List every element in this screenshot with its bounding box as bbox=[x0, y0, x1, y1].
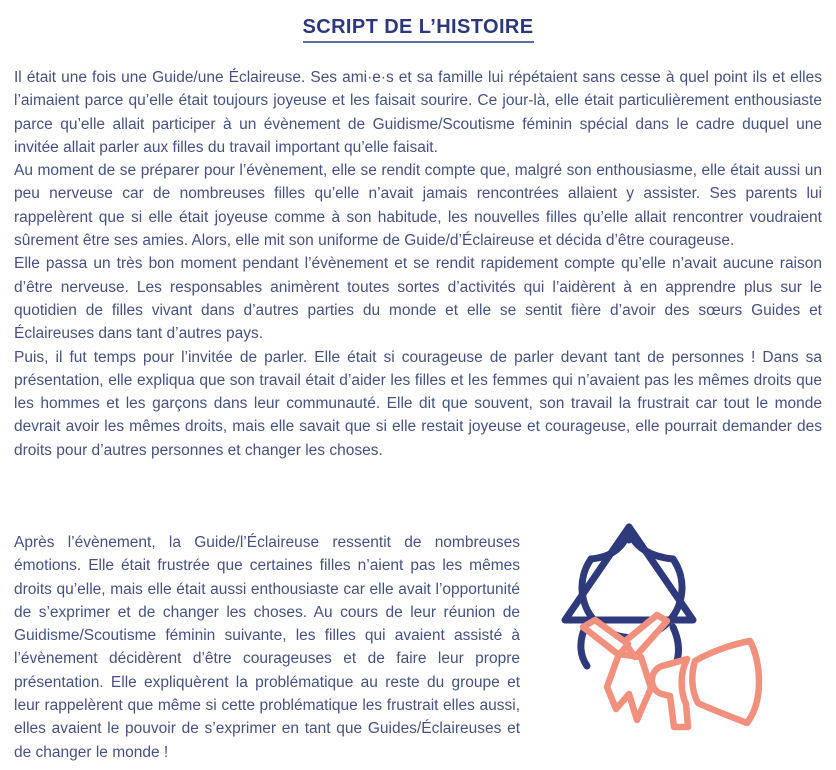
story-paragraph: Elle passa un très bon moment pendant l’évènement et se rendit rapidement compte qu’elle n’avait aucune raison d’être nerveuse. Les responsables animèrent toutes sortes d’activités qui l’aidèrent à en apprendre plus sur le quotidien de filles vivant dans d’autres parties du monde et elle se sentit fière d’avoir des sœurs Guides et Éclaireuses dans tant d’autres pays. bbox=[14, 255, 822, 343]
page-header bbox=[0, 16, 836, 43]
megaphone-bell bbox=[692, 641, 759, 723]
guide-with-megaphone-illustration bbox=[540, 510, 836, 770]
story-paragraph: Puis, il fut temps pour l’invitée de parler. Elle était si courageuse de parler devant tant de personnes ! Dans sa présentation, elle expliqua que son travail était d’aider les filles et les femmes qui n’avaient pas les mêmes droits que les hommes et les garçons dans leur communauté. Elle dit que souvent, son travail la frustrait car tout le monde devrait avoir les mêmes droits, mais elle savait que si elle restait joyeuse et courageuse, elle pourrait demander des droits pour d’autres personnes et changer les choses. bbox=[14, 348, 822, 459]
shoulder-left-icon bbox=[581, 630, 587, 666]
neckerchief-band-left bbox=[583, 620, 628, 655]
neckerchief-tails bbox=[607, 654, 651, 720]
story-paragraph: Il était une fois une Guide/une Éclaireuse. Ses ami·e·s et sa famille lui répétaient sans cesse à quel point ils et elles l’aimaient parce qu’elle était toujours joyeuse et les faisait sourire. Ce jour-là, elle était particulièrement enthousiaste parce qu’elle allait participer à un évènement de Guidisme/Scoutisme féminin spécial dans le cadre duquel une invitée allait parler aux filles du travail important qu’elle faisait. bbox=[14, 69, 822, 156]
story-paragraph: Au moment de se préparer pour l’évènement, elle se rendit compte que, malgré son enthousiasme, elle était aussi un peu nerveuse car de nombreuses filles qu’elle n’avait jamais rencontrées allaient y assister. Ses parents lui rappelèrent que si elle était joyeuse comme à son habitude, les nouvelles filles qu’elle allait rencontrer voudraient sûrement être ses amies. Alors, elle mit son uniforme de Guide/d’Éclaireuse et décida d’être courageuse. bbox=[14, 162, 822, 250]
megaphone-handle bbox=[652, 659, 688, 727]
page-title: SCRIPT DE L’HISTOIRE bbox=[303, 16, 534, 43]
story-text-block bbox=[14, 66, 822, 462]
megaphone-icon bbox=[652, 641, 759, 727]
aftermath-text-block bbox=[14, 531, 520, 764]
aftermath-paragraph: Après l’évènement, la Guide/l’Éclaireuse ressentit de nombreuses émotions. Elle était frustrée que certaines filles n’aient pas les mêmes droits qu’elle, mais elle était aussi enthousiaste car elle avait l’opportunité de s’exprimer et de changer les choses. Au cours de leur réunion de Guidisme/Scoutisme féminin suivante, les filles qui avaient assisté à l’évènement décidèrent d’être courageuses et de faire leur propre présentation. Elle expliquèrent la problématique au reste du groupe et leur rappelèrent que même si cette problématique les frustrait elles aussi, elles avaient le pouvoir de s’exprimer en tant que Guides/Éclaireuses et de changer le monde ! bbox=[14, 534, 520, 761]
